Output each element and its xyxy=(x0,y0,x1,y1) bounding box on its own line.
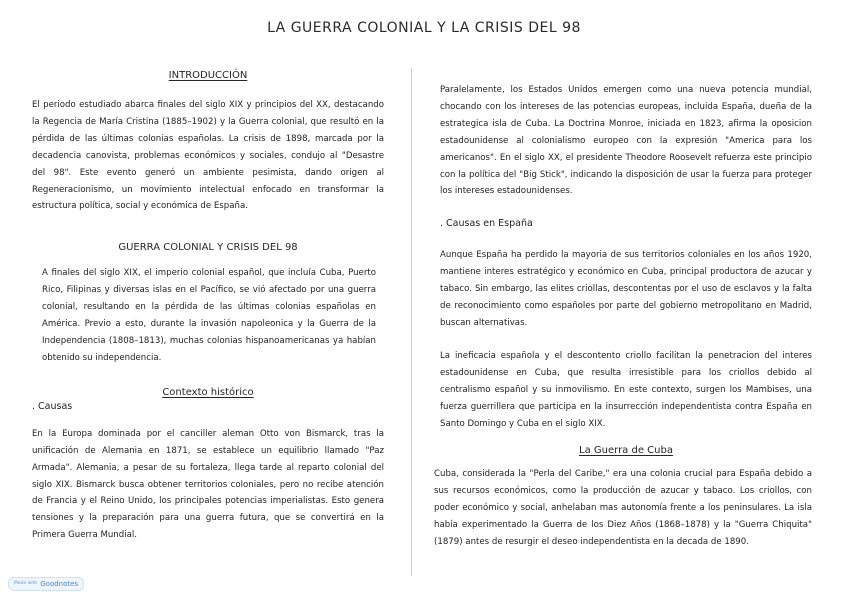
page-title: LA GUERRA COLONIAL Y LA CRISIS DEL 98 xyxy=(267,20,581,36)
intro-heading: INTRODUCCIÓN xyxy=(168,70,248,81)
causes-paragraph: En la Europa dominada por el canciller aleman Otto von Bismarck, tras la unificación de Alemania en 1871, se establece un equilibrio llamado "Paz Armada". Alemania, a pesar de su fortaleza, llega tarde al reparto colonial del siglo XIX. Bismarck busca obtener territorios coloniales, pero no recibe atención de Francia y el Reino Unido, los principales potencias imperialistas. Esto genera tensiones y la preparación para una guerra futura, que se convertirá en la Primera Guerra Mundial. xyxy=(32,428,384,541)
war-paragraph: Cuba, considerada la "Perla del Caribe," era una colonia crucial para España debido a sus recursos económicos, como la producción de azucar y tabaco. Los criollos, con poder económico y social, anhelaban mas autonomía frente a los peninsulares. La isla había experimentado la Guerra de los Diez Años (1868–1878) y la "Guerra Chiquita" (1879) antes de resurgir el deseo independentista en la decada de 1890. xyxy=(434,469,812,548)
causes-label: . Causas xyxy=(32,400,73,412)
goodnotes-badge xyxy=(8,577,84,591)
right-column xyxy=(434,60,812,551)
spain-causes-label: . Causas en España xyxy=(440,218,533,230)
goodnotes-brand: Goodnotes xyxy=(40,580,79,588)
section-heading: GUERRA COLONIAL Y CRISIS DEL 98 xyxy=(118,242,298,254)
context-heading: Contexto histórico xyxy=(162,386,254,398)
made-with-label: Made with xyxy=(14,581,38,586)
left-column xyxy=(32,60,384,544)
column-divider xyxy=(411,68,412,576)
spain-paragraph-1: Aunque España ha perdido la mayoria de sus territorios coloniales en los años 1920, mantiene interes estratégico y económico en Cuba, principal productora de azucar y tabaco. Sin embargo, las elites criollas, descontentas por el uso de esclavos y la falta de reconocimiento como españoles por parte del gobierno metropolitano en Madrid, buscan alternativas. xyxy=(440,250,812,328)
spain-paragraph-2: La ineficacia española y el descontento criollo facilitan la penetracion del interes estadounidense en Cuba, que resulta irresistible para los criollos debido al centralismo español y su inmovilismo. En este contexto, surgen los Mambises, una fuerza guerrillera que participa en la insurrección independentista contra España en Santo Domingo y Cuba en el siglo XIX. xyxy=(440,350,812,429)
intro-paragraph: El periodo estudiado abarca finales del siglo XIX y principios del XX, destacando la Regencia de María Cristina (1885–1902) y la Guerra colonial, que resultó en la pérdida de las últimas colonias españolas. La crisis de 1898, marcada por la decadencia canovista, problemas económicos y sociales, condujo al "Desastre del 98". Este evento generó un ambiente pesimista, dando origen al Regeneracionismo, un movimiento intelectual enfocado en transformar la estructura política, social y económica de España. xyxy=(32,100,384,212)
section-paragraph: A finales del siglo XIX, el imperio colonial español, que incluía Cuba, Puerto Rico, Filipinas y diversas islas en el Pacífico, se vió afectado por una guerra colonial, resultando en la pérdida de las últimas colonias españolas en América. Previo a esto, durante la invasión napoleonica y la Guerra de la Independencia (1808–1813), muchas colonias hispanoamericanas ya habían obtenido su independencia. xyxy=(42,268,376,363)
usa-paragraph: Paralelamente, los Estados Unidos emergen como una nueva potencia mundial, chocando con los intereses de las potencias europeas, incluida España, dueña de la estrategica isla de Cuba. La Doctrina Monroe, iniciada en 1823, afirma la oposicion estadounidense al colonialismo europeo con la expresión "America para los americanos". En el siglo XX, el presidente Theodore Roosevelt refuerza este principio con la política del "Big Stick", indicando la disposición de usar la fuerza para proteger los intereses estadounidenses. xyxy=(440,85,812,197)
war-heading: La Guerra de Cuba xyxy=(579,445,673,457)
